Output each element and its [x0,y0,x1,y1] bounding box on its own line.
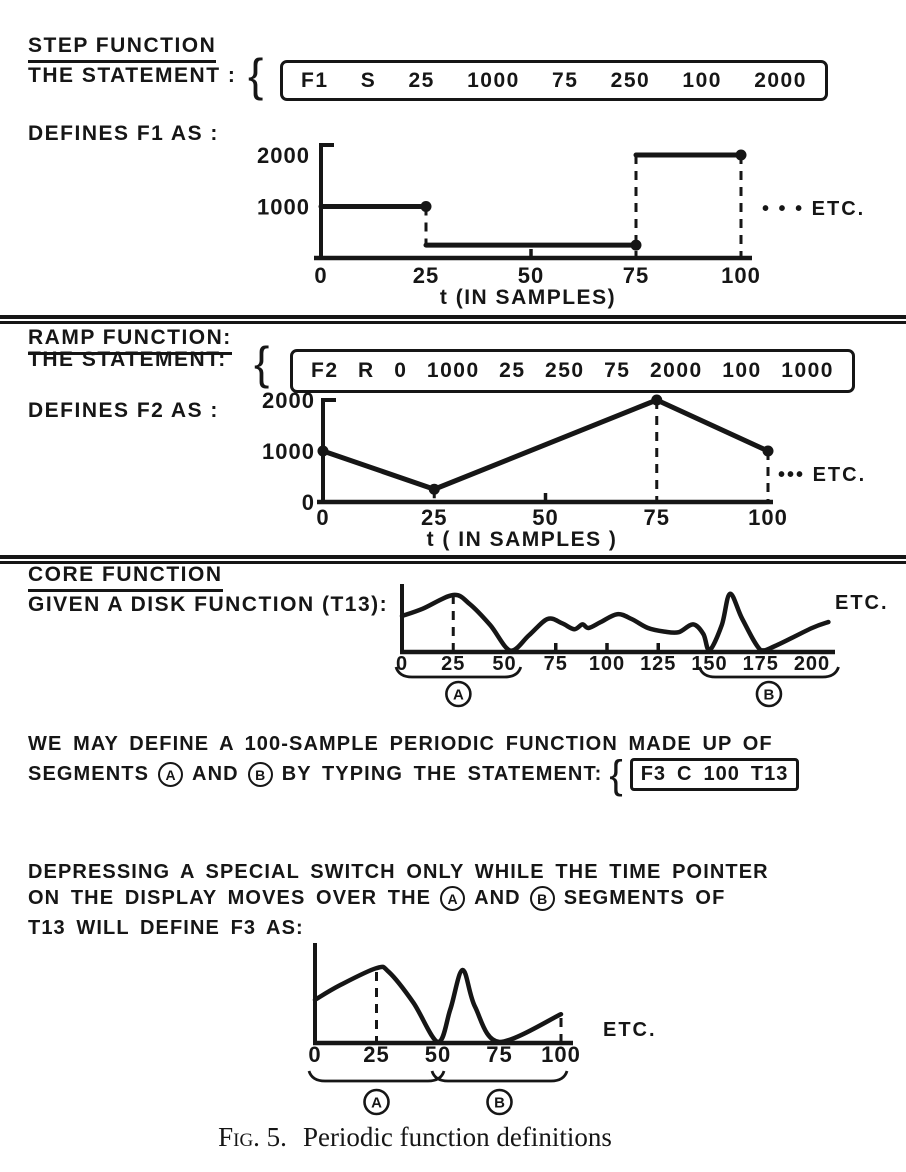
svg-text:75: 75 [622,263,650,288]
svg-text:0: 0 [308,1042,322,1067]
core-statement-box [630,758,800,791]
switch-sentence-prefix: ON THE DISPLAY MOVES OVER THE [28,887,432,909]
statement-token: F3 [640,763,667,785]
svg-text:75: 75 [643,505,670,530]
segment-a-badge: A [440,886,465,911]
svg-text:2000: 2000 [257,143,310,168]
svg-text:150: 150 [691,653,728,675]
statement-token: 75 [604,359,631,382]
step-statement-box [280,60,828,101]
svg-text:B: B [763,686,775,704]
step-function-chart [210,133,906,308]
ramp-statement-label: THE STATEMENT: [28,348,227,371]
svg-text:2000: 2000 [262,388,315,413]
section-divider [0,315,906,324]
ramp-statement-brace: { [254,337,270,389]
statement-token: F1 [301,68,329,92]
disk-function-label: GIVEN A DISK FUNCTION (T13): [28,593,389,616]
svg-text:100: 100 [541,1042,581,1067]
statement-token: 100 [722,359,762,382]
svg-text:25: 25 [412,263,440,288]
svg-text:125: 125 [640,653,677,675]
step-defines-label: DEFINES F1 AS : [28,122,219,145]
svg-text:ETC.: ETC. [835,592,889,614]
switch-sentence-mid: AND [474,887,521,909]
statement-token: 100 [682,68,722,92]
core-function-chart [300,935,696,1120]
svg-text:100: 100 [748,505,788,530]
svg-text:ETC.: ETC. [603,1019,657,1041]
ramp-defines-label: DEFINES F2 AS : [28,399,219,422]
svg-text:t ( IN SAMPLES ): t ( IN SAMPLES ) [426,528,618,551]
figure-number: Fig. 5. [218,1122,287,1152]
svg-text:25: 25 [441,653,466,675]
figure-caption [0,1122,830,1153]
statement-token: C [677,763,693,785]
statement-token: F2 [311,359,339,382]
statement-token: 25 [499,359,526,382]
define-sentence-mid: AND [192,763,239,785]
svg-text:A: A [452,686,464,704]
ramp-function-heading: RAMP FUNCTION: [28,326,232,355]
segment-a-badge: A [158,762,183,787]
svg-text:0: 0 [395,653,409,675]
svg-text:50: 50 [492,653,517,675]
statement-token: 25 [408,68,435,92]
statement-token: 1000 [781,359,834,382]
svg-text:0: 0 [301,490,315,515]
segment-b-badge: B [248,762,273,787]
switch-sentence-line1: DEPRESSING A SPECIAL SWITCH ONLY WHILE THE TIME POINTER [28,861,769,883]
caption-text: Periodic function definitions [302,1122,612,1152]
svg-text:25: 25 [421,505,448,530]
statement-token: T13 [750,763,789,785]
svg-text:175: 175 [742,653,779,675]
segment-b-badge: B [530,886,555,911]
svg-text:1000: 1000 [257,194,310,220]
svg-text:• • • ETC.: • • • ETC. [762,198,866,220]
statement-token: 2000 [649,359,703,382]
switch-sentence-line2 [28,886,725,911]
svg-text:75: 75 [543,653,568,675]
statement-token: 0 [394,359,408,382]
svg-text:25: 25 [363,1042,390,1067]
step-statement-label: THE STATEMENT : [28,64,237,87]
svg-text:B: B [494,1094,505,1112]
switch-sentence-line3: T13 WILL DEFINE F3 AS: [28,917,304,939]
disk-function-chart [385,575,906,710]
svg-text:0: 0 [314,263,328,288]
statement-token: 1000 [426,359,480,382]
statement-token: S [360,68,377,92]
ramp-function-chart [220,390,906,552]
core-function-heading: CORE FUNCTION [28,563,223,592]
svg-text:50: 50 [517,263,545,288]
svg-text:100: 100 [721,263,761,288]
statement-token: 250 [610,68,651,92]
svg-text:100: 100 [588,653,626,675]
step-function-heading: STEP FUNCTION [28,34,216,63]
statement-token: 250 [545,359,585,382]
svg-text:50: 50 [532,505,559,530]
define-sentence-line1: WE MAY DEFINE A 100-SAMPLE PERIODIC FUNCTION MADE UP OF [28,733,773,755]
ramp-statement-box [290,349,855,393]
step-statement-brace: { [248,49,264,101]
statement-token: 2000 [754,68,807,92]
svg-text:A: A [371,1094,382,1112]
svg-text:0: 0 [316,505,330,530]
svg-text:75: 75 [486,1042,513,1067]
statement-token: 100 [703,763,740,785]
statement-token: 75 [552,68,579,92]
svg-text:200: 200 [793,653,831,675]
svg-text:1000: 1000 [262,439,315,464]
svg-text:••• ETC.: ••• ETC. [778,464,867,486]
core-statement-brace: { [609,752,623,797]
statement-token: 1000 [467,68,520,92]
svg-text:t (IN SAMPLES): t (IN SAMPLES) [439,286,617,309]
switch-sentence-suffix: SEGMENTS OF [563,887,726,909]
statement-token: R [358,359,375,382]
define-sentence-suffix: BY TYPING THE STATEMENT: [281,763,603,785]
define-sentence-line2 [28,752,799,797]
svg-text:50: 50 [424,1042,452,1067]
define-sentence-prefix: SEGMENTS [28,763,150,785]
